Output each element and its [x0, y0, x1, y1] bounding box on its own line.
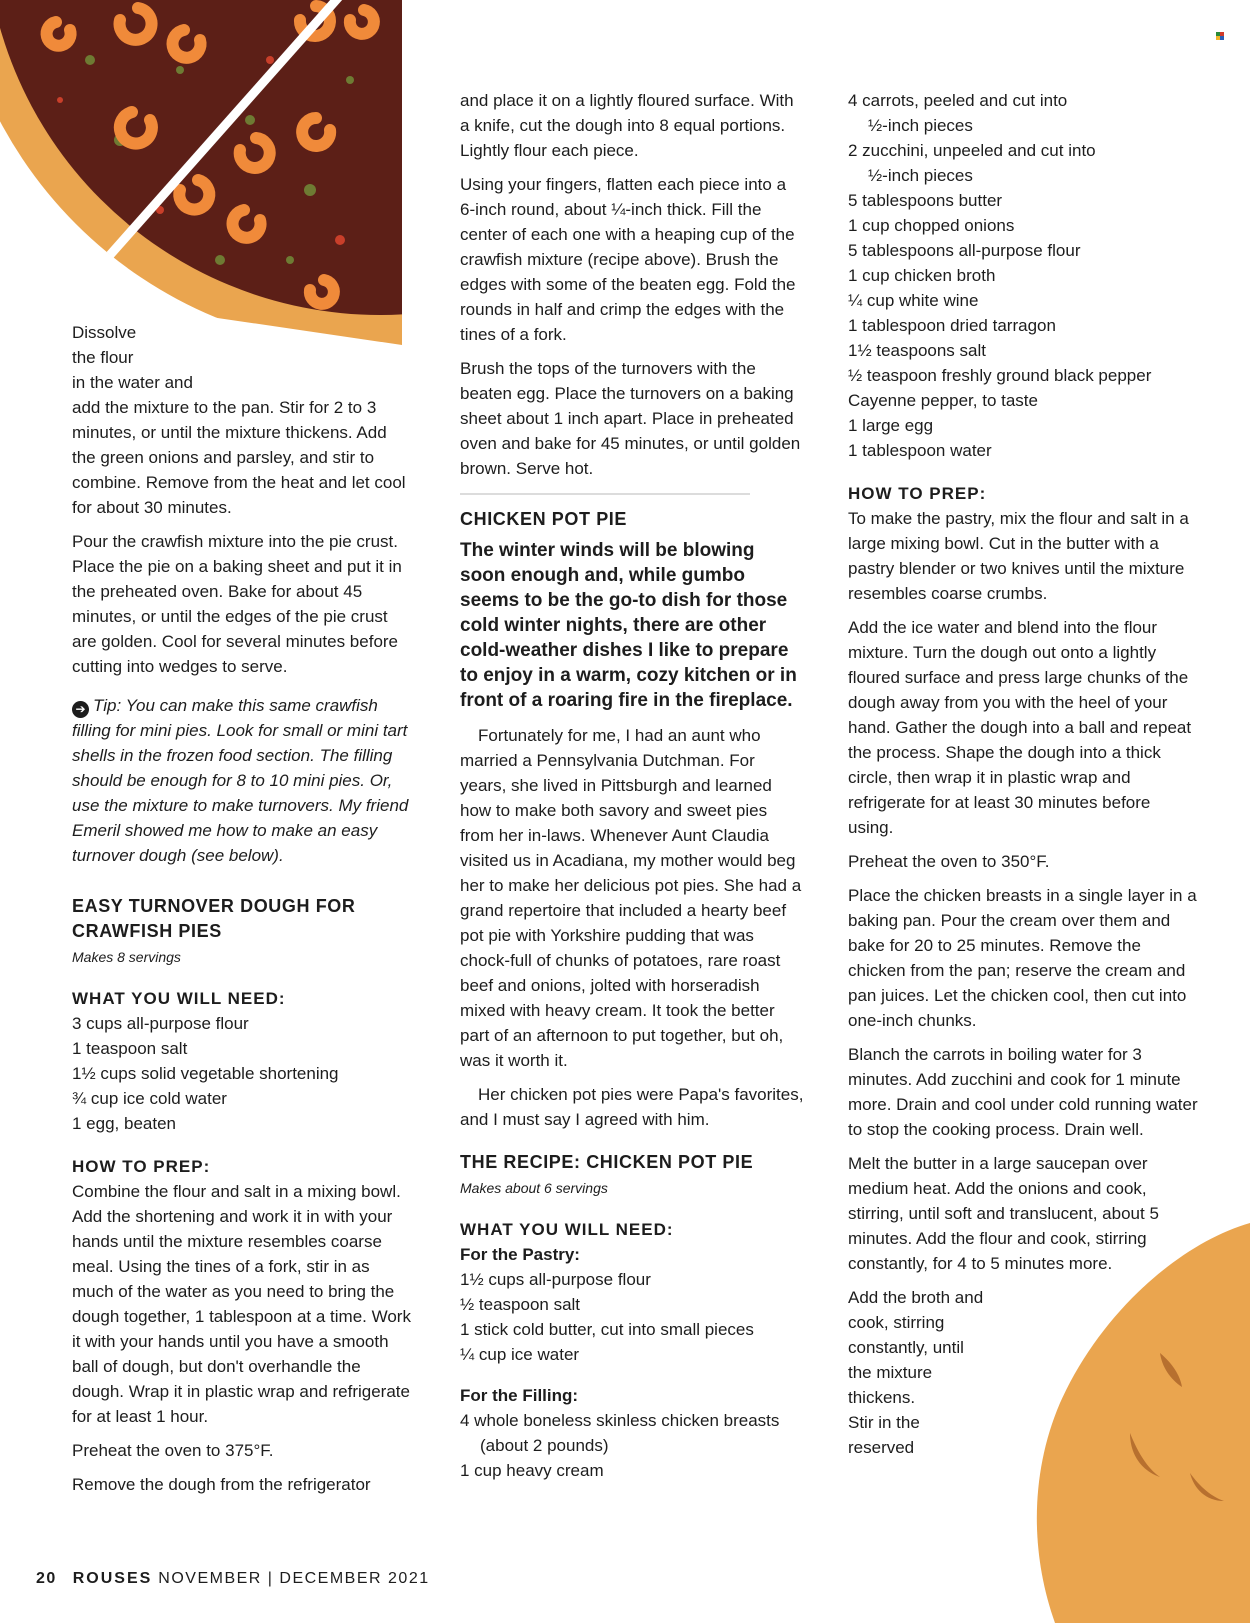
- turnover-servings: Makes 8 servings: [72, 949, 181, 965]
- page-number: 20: [36, 1570, 57, 1587]
- broth-line: cook, stirring: [848, 1313, 945, 1332]
- broth-line: Stir in the: [848, 1413, 920, 1432]
- pastry-label: For the Pastry:: [460, 1245, 580, 1264]
- remove-paragraph: Remove the dough from the refrigerator: [72, 1475, 371, 1494]
- filling-label: For the Filling:: [460, 1386, 579, 1405]
- issue-date: NOVEMBER | DECEMBER 2021: [158, 1570, 430, 1587]
- magazine-brand: ROUSES: [72, 1570, 153, 1587]
- intro-rest: add the mixture to the pan. Stir for 2 to 3 minutes, or until the mixture thickens. Add the green onions and parsley, and stir to combine. Remove from the heat and let cool for about 30 minutes.: [72, 398, 406, 517]
- tip-paragraph: [72, 693, 412, 868]
- broth-line: constantly, until: [848, 1338, 964, 1357]
- column-middle: [460, 88, 805, 1483]
- blanch-step: Blanch the carrots in boiling water for 3 minutes. Add zucchini and cook for 1 minute more. Drain and cool under cold running water to stop the cooking process. Drain well.: [848, 1045, 1198, 1139]
- broth-line: reserved: [848, 1438, 915, 1457]
- fold-paragraph: Using your fingers, flatten each piece into a 6-inch round, about ¼-inch thick. Fill the center of each one with a heaping cup of the crawfish mixture (recipe above). Brush the edges with some of the beaten egg. Fold the rounds in half and crimp the edges with the tines of a fork.: [460, 175, 796, 344]
- intro-line: Dissolve: [72, 323, 137, 342]
- broth-line: thickens.: [848, 1388, 916, 1407]
- intro-line: the flour: [72, 348, 134, 367]
- ingredient-item: ½-inch pieces: [868, 116, 973, 135]
- prep-paragraph: Combine the flour and salt in a mixing bowl. Add the shortening and work it in with your hands until the mixture resembles coarse meal. Using the tines of a fork, stir in as much of the water as you need to bring the dough together, 1 tablespoon at a time. Work it with your hands until you have a smooth ball of dough, but don't overhandle the dough. Wrap it in plastic wrap and refrigerate for at least 1 hour.: [72, 1182, 411, 1426]
- ingredient-item: 4 whole boneless skinless chicken breasts: [460, 1411, 780, 1430]
- filling-ingredients-continued: [848, 88, 1198, 463]
- need-heading: WHAT YOU WILL NEED:: [72, 989, 286, 1008]
- ingredient-item: ¼ cup ice water: [460, 1345, 580, 1364]
- ingredient-item: 1 cup chicken broth: [848, 266, 996, 285]
- dough-step: Add the ice water and blend into the flour mixture. Turn the dough out onto a lightly floured surface and press large chunks of the dough away from you with the heel of your hand. Gather the dough into a ball and repeat the process. Shape the dough into a thick circle, then wrap it in plastic wrap and refrigerate for at least 30 minutes before using.: [848, 618, 1192, 837]
- pour-paragraph: Pour the crawfish mixture into the pie crust. Place the pie on a baking sheet and put it in the preheated oven. Bake for about 45 minutes, or until the edges of the pie crust are golden. Cool for several minutes before cutting into wedges to serve.: [72, 532, 402, 676]
- continued-paragraph: and place it on a lightly floured surface. With a knife, cut the dough into 8 equal portions. Lightly flour each piece.: [460, 91, 794, 160]
- melt-step: Melt the butter in a large saucepan over medium heat. Add the onions and cook, stirring, until soft and translucent, about 5 minutes. Add the flour and cook, stirring constantly, for 4 to 5 minutes more.: [848, 1154, 1159, 1273]
- intro-paragraph: [72, 320, 412, 520]
- filling-ingredients: [460, 1408, 805, 1483]
- broth-line: Add the broth and: [848, 1288, 984, 1307]
- ingredient-item: ¾ cup ice cold water: [72, 1089, 227, 1108]
- ingredient-item: 4 carrots, peeled and cut into: [848, 91, 1068, 110]
- ingredient-item: 1½ cups all-purpose flour: [460, 1270, 651, 1289]
- ingredient-item: 1 cup heavy cream: [460, 1461, 604, 1480]
- lead-paragraph: The winter winds will be blowing soon enough and, while gumbo seems to be the go-to dish for those cold winter nights, there are other cold-weather dishes I like to prepare to enjoy in a warm, cozy kitchen or in front of a roaring fire in the fireplace.: [460, 540, 797, 711]
- ingredient-item: 5 tablespoons butter: [848, 191, 1003, 210]
- story-paragraph: Fortunately for me, I had an aunt who married a Pennsylvania Dutchman. For years, she lived in Pittsburgh and learned how to make both savory and sweet pies from her in-laws. Whenever Aunt Claudia visited us in Acadiana, my mother would beg her to make her delicious pot pies. She had a grand repertoire that included a hearty beef pot pie with Yorkshire pudding that was chock-full of chunks of potatoes, rare roast beef and onions, jolted with horseradish mixed with heavy cream. It took the better part of an afternoon to put together, but oh, was it worth it.: [460, 726, 802, 1070]
- section-divider: [460, 493, 750, 495]
- ingredient-item: (about 2 pounds): [480, 1436, 609, 1455]
- ingredient-item: 1½ cups solid vegetable shortening: [72, 1064, 339, 1083]
- ingredient-item: Cayenne pepper, to taste: [848, 391, 1038, 410]
- bake-paragraph: Brush the tops of the turnovers with the beaten egg. Place the turnovers on a baking sheet about 1 inch apart. Place in preheated oven and bake for 45 minutes, or until golden brown. Serve hot.: [460, 359, 801, 478]
- ingredient-item: 1 teaspoon salt: [72, 1039, 188, 1058]
- ingredient-item: 2 zucchini, unpeeled and cut into: [848, 141, 1096, 160]
- tip-text: Tip: You can make this same crawfish filling for mini pies. Look for small or mini tart shells in the frozen food section. The filling should be enough for 8 to 10 mini pies. Or, use the mixture to make turnovers. My friend Emeril showed me how to make an easy turnover dough (see below).: [72, 696, 409, 865]
- need-heading-2: WHAT YOU WILL NEED:: [460, 1220, 674, 1239]
- broth-line: the mixture: [848, 1363, 933, 1382]
- arrow-right-icon: ➔: [72, 701, 89, 718]
- ingredient-item: ½ teaspoon salt: [460, 1295, 581, 1314]
- pastry-ingredients: [460, 1267, 805, 1367]
- prep-heading-2: HOW TO PREP:: [848, 484, 987, 503]
- corner-logo-mark: [1216, 32, 1224, 40]
- story-paragraph-2: Her chicken pot pies were Papa's favorites, and I must say I agreed with him.: [460, 1085, 804, 1129]
- ingredient-item: ¼ cup white wine: [848, 291, 979, 310]
- column-left: [72, 320, 412, 1506]
- intro-line: in the water and: [72, 373, 193, 392]
- column-right: [848, 88, 1198, 1460]
- ingredient-item: 1 large egg: [848, 416, 934, 435]
- pastry-step: To make the pastry, mix the flour and salt in a large mixing bowl. Cut in the butter with a pastry blender or two knives until the mixture resembles coarse crumbs.: [848, 509, 1189, 603]
- preheat-paragraph: Preheat the oven to 375°F.: [72, 1441, 274, 1460]
- ingredient-item: 5 tablespoons all-purpose flour: [848, 241, 1081, 260]
- turnover-title: EASY TURNOVER DOUGH FOR CRAWFISH PIES: [72, 896, 356, 941]
- turnover-ingredients: [72, 1011, 412, 1136]
- ingredient-item: 1 tablespoon dried tarragon: [848, 316, 1056, 335]
- recipe-servings: Makes about 6 servings: [460, 1180, 608, 1196]
- ingredient-item: ½ teaspoon freshly ground black pepper: [848, 366, 1152, 385]
- ingredient-item: 1 tablespoon water: [848, 441, 992, 460]
- pot-pie-heading: CHICKEN POT PIE: [460, 509, 628, 529]
- chicken-step: Place the chicken breasts in a single layer in a baking pan. Pour the cream over them and bake for 20 to 25 minutes. Remove the chicken from the pan; reserve the cream and pan juices. Let the chicken cool, then cut into one-inch chunks.: [848, 886, 1197, 1030]
- ingredient-item: 3 cups all-purpose flour: [72, 1014, 249, 1033]
- ingredient-item: 1 egg, beaten: [72, 1114, 176, 1133]
- ingredient-item: 1½ teaspoons salt: [848, 341, 986, 360]
- ingredient-item: ½-inch pieces: [868, 166, 973, 185]
- recipe-title: THE RECIPE: CHICKEN POT PIE: [460, 1152, 754, 1172]
- ingredient-item: 1 cup chopped onions: [848, 216, 1015, 235]
- ingredient-item: 1 stick cold butter, cut into small pieces: [460, 1320, 754, 1339]
- crawfish-pie-illustration: [0, 0, 410, 370]
- broth-step: [848, 1285, 1198, 1460]
- preheat-step: Preheat the oven to 350°F.: [848, 852, 1050, 871]
- prep-heading: HOW TO PREP:: [72, 1157, 211, 1176]
- page-footer: [36, 1569, 430, 1589]
